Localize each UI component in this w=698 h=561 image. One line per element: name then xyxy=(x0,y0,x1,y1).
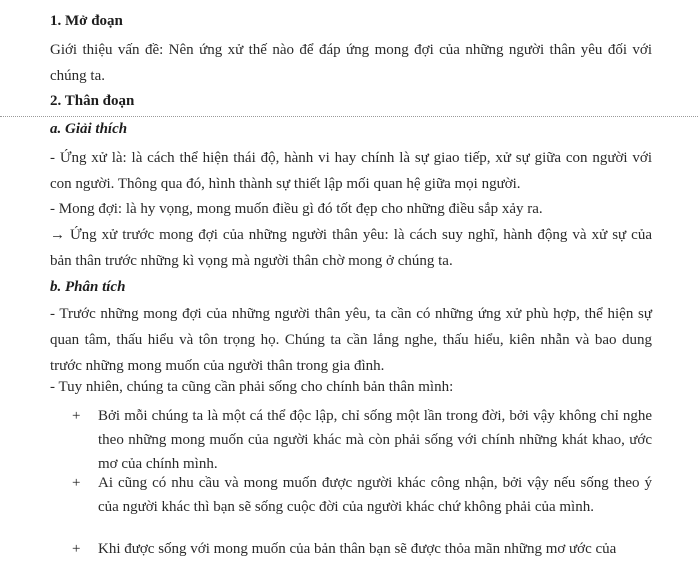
heading-analysis: b. Phân tích xyxy=(50,279,126,295)
list-item-text: Khi được sống với mong muốn của bản thân bạn sẽ được thỏa mãn những mơ ước của xyxy=(98,541,617,557)
heading-explanation: a. Giải thích xyxy=(50,121,128,137)
list-marker: + xyxy=(72,475,81,491)
analysis-paragraph-1: - Trước những mong đợi của những người thân yêu, ta cần có những ứng xử phù hợp, thể hiện sự quan tâm, thấu hiểu và tôn trọng họ. Chúng ta cần lắng nghe, thấu hiểu, kiên nhẫn và bao dung trước những mong muốn của người thân trong gia đình. xyxy=(50,306,652,374)
section-divider xyxy=(0,116,698,117)
list-marker: + xyxy=(72,408,81,424)
intro-paragraph: Giới thiệu vấn đề: Nên ứng xử thế nào để đáp ứng mong đợi của những người thân yêu đối với chúng ta. xyxy=(50,42,652,84)
explanation-paragraph-3: → Ứng xử trước mong đợi của những người thân yêu: là cách suy nghĩ, hành động và xử sự của bản thân trước những kì vọng mà người thân chờ mong ở chúng ta. xyxy=(50,227,652,269)
list-marker: + xyxy=(72,541,81,557)
list-item-text: Bởi mỗi chúng ta là một cá thể độc lập, chỉ sống một lần trong đời, bởi vậy không chỉ nghe theo những mong muốn của người khác mà còn phải sống với chính những khát khao, ước mơ của chính mình. xyxy=(98,408,652,472)
heading-body: 2. Thân đoạn xyxy=(50,93,135,109)
explanation-paragraph-1: - Ứng xử là: là cách thể hiện thái độ, hành vi hay chính là sự giao tiếp, xử sự giữa con người với con người. Thông qua đó, hình thành sự thiết lập mối quan hệ giữa mọi người. xyxy=(50,150,652,192)
analysis-paragraph-2: - Tuy nhiên, chúng ta cũng cần phải sống cho chính bản thân mình: xyxy=(50,379,454,395)
explanation-paragraph-2: - Mong đợi: là hy vọng, mong muốn điều gì đó tốt đẹp cho những điều sắp xảy ra. xyxy=(50,201,543,217)
list-item-text: Ai cũng có nhu cầu và mong muốn được người khác công nhận, bởi vậy nếu sống theo ý của người khác thì bạn sẽ sống cuộc đời của người khác chứ không phải của mình. xyxy=(98,475,652,515)
heading-intro: 1. Mở đoạn xyxy=(50,13,123,29)
